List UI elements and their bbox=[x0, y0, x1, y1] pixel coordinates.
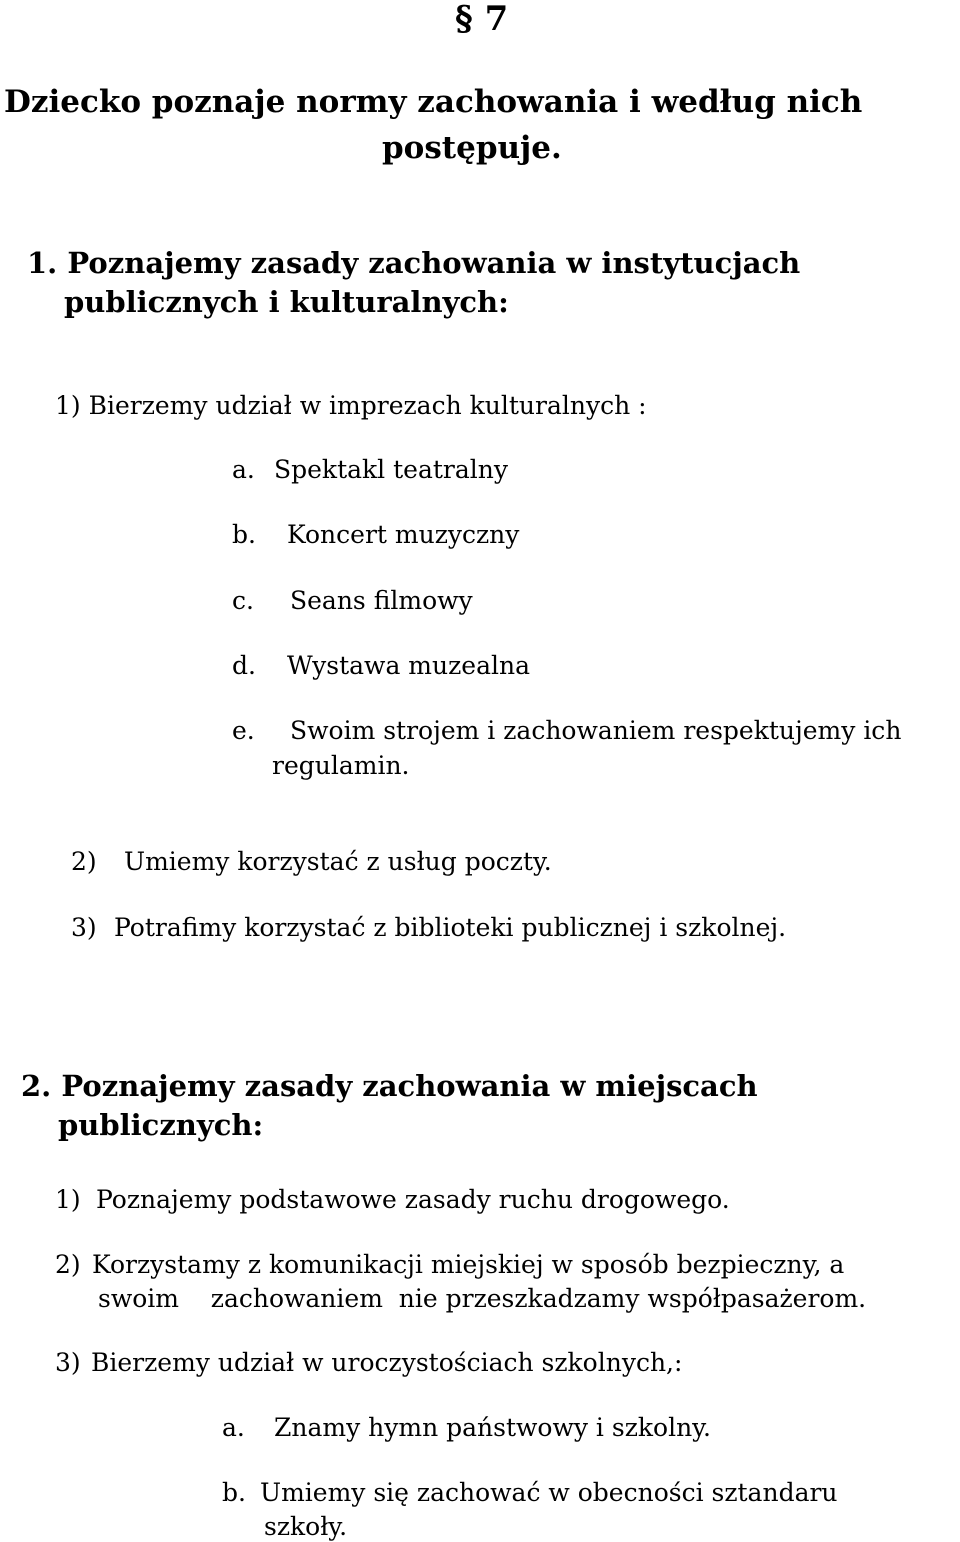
list-text: Wystawa muzealna bbox=[287, 651, 530, 680]
list-number: 2) bbox=[55, 1250, 81, 1279]
part2-number: 2. bbox=[21, 1069, 52, 1103]
list-number: 3) bbox=[71, 913, 97, 942]
list-item-a bbox=[232, 457, 508, 482]
list-text: Bierzemy udział w uroczystościach szkolnych,: bbox=[91, 1348, 683, 1377]
page-title-line-2: postępuje. bbox=[382, 130, 562, 166]
list-text: Znamy hymn państwowy i szkolny. bbox=[274, 1413, 711, 1442]
list-number: 1) bbox=[55, 391, 81, 420]
list-label: a. bbox=[232, 455, 255, 484]
part2-heading-text: Poznajemy zasady zachowania w miejscach bbox=[61, 1069, 758, 1103]
list-item-c bbox=[232, 588, 473, 613]
part1-item2 bbox=[71, 849, 552, 874]
list-label: a. bbox=[222, 1413, 245, 1442]
part1-heading-line-2: publicznych i kulturalnych: bbox=[64, 285, 509, 319]
list-text: Korzystamy z komunikacji miejskiej w sposób bezpieczny, a bbox=[92, 1250, 845, 1279]
part2-item2-line-2: swoim zachowaniem nie przeszkadzamy współpasażerom. bbox=[98, 1284, 867, 1313]
list-text: Umiemy się zachować w obecności sztandaru bbox=[260, 1478, 838, 1507]
list-label: e. bbox=[232, 716, 255, 745]
part2-item2 bbox=[55, 1252, 844, 1277]
list-text: Seans filmowy bbox=[290, 586, 473, 615]
list-item-e bbox=[232, 718, 901, 743]
list-text: Koncert muzyczny bbox=[287, 520, 520, 549]
list-label: b. bbox=[222, 1478, 246, 1507]
part1-item3 bbox=[71, 915, 786, 940]
list-item-b bbox=[232, 522, 519, 547]
list-text: Bierzemy udział w imprezach kulturalnych : bbox=[88, 391, 647, 420]
list-item-e-line-2: regulamin. bbox=[272, 751, 410, 780]
part1-item1 bbox=[55, 393, 647, 418]
part1-heading bbox=[27, 246, 801, 280]
list-label: d. bbox=[232, 651, 256, 680]
part1-number: 1. bbox=[27, 246, 58, 280]
list-text: Potrafimy korzystać z biblioteki publicznej i szkolnej. bbox=[114, 913, 787, 942]
part2-item3 bbox=[55, 1350, 682, 1375]
part2-item1 bbox=[55, 1187, 730, 1212]
list-text: Swoim strojem i zachowaniem respektujemy ich bbox=[290, 716, 902, 745]
list-text: Poznajemy podstawowe zasady ruchu drogowego. bbox=[96, 1185, 730, 1214]
list-item-a bbox=[222, 1415, 711, 1440]
list-item-b-line-2: szkoły. bbox=[264, 1512, 348, 1541]
part2-heading bbox=[21, 1069, 758, 1103]
part2-heading-line-2: publicznych: bbox=[58, 1108, 264, 1142]
section-symbol: § bbox=[455, 0, 473, 39]
list-item-d bbox=[232, 653, 530, 678]
list-text: Umiemy korzystać z usług poczty. bbox=[124, 847, 552, 876]
list-item-b bbox=[222, 1480, 838, 1505]
list-text: Spektakl teatralny bbox=[274, 455, 508, 484]
list-number: 2) bbox=[71, 847, 97, 876]
section-header bbox=[455, 0, 509, 39]
part1-heading-text: Poznajemy zasady zachowania w instytucjach bbox=[67, 246, 801, 280]
list-label: c. bbox=[232, 586, 254, 615]
list-number: 1) bbox=[55, 1185, 81, 1214]
list-number: 3) bbox=[55, 1348, 81, 1377]
list-label: b. bbox=[232, 520, 256, 549]
page-title-line-1: Dziecko poznaje normy zachowania i według nich bbox=[4, 84, 863, 120]
section-number: 7 bbox=[484, 0, 509, 39]
